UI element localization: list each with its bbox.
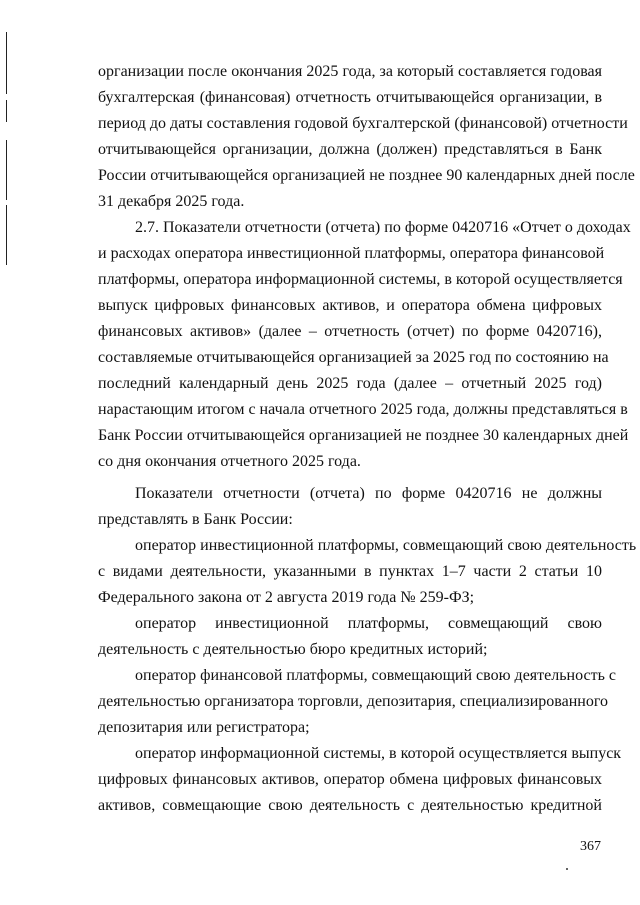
scan-speck [566, 868, 568, 870]
paragraph-first-line: оператор инвестиционной платформы, совмещающий свою деятельность [135, 537, 637, 554]
text-line: деятельностью организатора торговли, депозитария, специализированного [98, 693, 608, 710]
text-line: период до даты составления годовой бухгалтерской (финансовой) отчетности [98, 115, 628, 132]
text-line: составляемые отчитывающейся организацией за 2025 год по состоянию на [98, 349, 609, 366]
text-line: бухгалтерская (финансовая) отчетность отчитывающейся организации, в [98, 89, 602, 106]
text-line: деятельность с деятельностью бюро кредитных историй; [98, 641, 488, 658]
text-line: Федерального закона от 2 августа 2019 года № 259-ФЗ; [98, 589, 475, 606]
text-line: последний календарный день 2025 года (далее – отчетный 2025 год) [98, 375, 602, 392]
text-line: финансовых активов» (далее – отчетность (отчет) по форме 0420716), [98, 323, 602, 340]
text-line: и расходах оператора инвестиционной платформы, оператора финансовой [98, 245, 605, 262]
text-line: нарастающим итогом с начала отчетного 2025 года, должны представляться в [98, 401, 628, 418]
paragraph-first-line: оператор финансовой платформы, совмещающий свою деятельность с [135, 667, 616, 684]
text-line: России отчитывающейся организацией не позднее 90 календарных дней после [98, 167, 635, 184]
scan-margin-mark [6, 100, 7, 122]
scan-margin-mark [6, 32, 7, 94]
paragraph-first-line: 2.7. Показатели отчетности (отчета) по форме 0420716 «Отчет о доходах [135, 219, 631, 236]
text-line: активов, совмещающие свою деятельность с деятельностью кредитной [98, 797, 602, 814]
text-line: цифровых финансовых активов, оператор обмена цифровых финансовых [98, 771, 602, 788]
paragraph-first-line: оператор инвестиционной платформы, совмещающий свою [135, 615, 602, 632]
paragraph-first-line: Показатели отчетности (отчета) по форме 0420716 не должны [135, 485, 602, 502]
scan-margin-mark [6, 205, 7, 265]
paragraph-first-line: оператор информационной системы, в которой осуществляется выпуск [135, 745, 622, 762]
text-line: отчитывающейся организации, должна (должен) представляться в Банк [98, 141, 602, 158]
text-line: с видами деятельности, указанными в пунктах 1–7 части 2 статьи 10 [98, 563, 602, 580]
text-line: организации после окончания 2025 года, за который составляется годовая [98, 63, 602, 80]
text-line: Банк России отчитывающейся организацией не позднее 30 календарных дней [98, 427, 629, 444]
text-line: представлять в Банк России: [98, 511, 293, 528]
text-line: платформы, оператора информационной системы, в которой осуществляется [98, 271, 623, 288]
text-line: депозитария или регистратора; [98, 719, 310, 736]
text-line: 31 декабря 2025 года. [98, 193, 245, 210]
text-line: выпуск цифровых финансовых активов, и оператора обмена цифровых [98, 297, 602, 314]
text-line: со дня окончания отчетного 2025 года. [98, 453, 361, 470]
page-number: 367 [580, 839, 601, 854]
scan-margin-mark [6, 140, 7, 200]
